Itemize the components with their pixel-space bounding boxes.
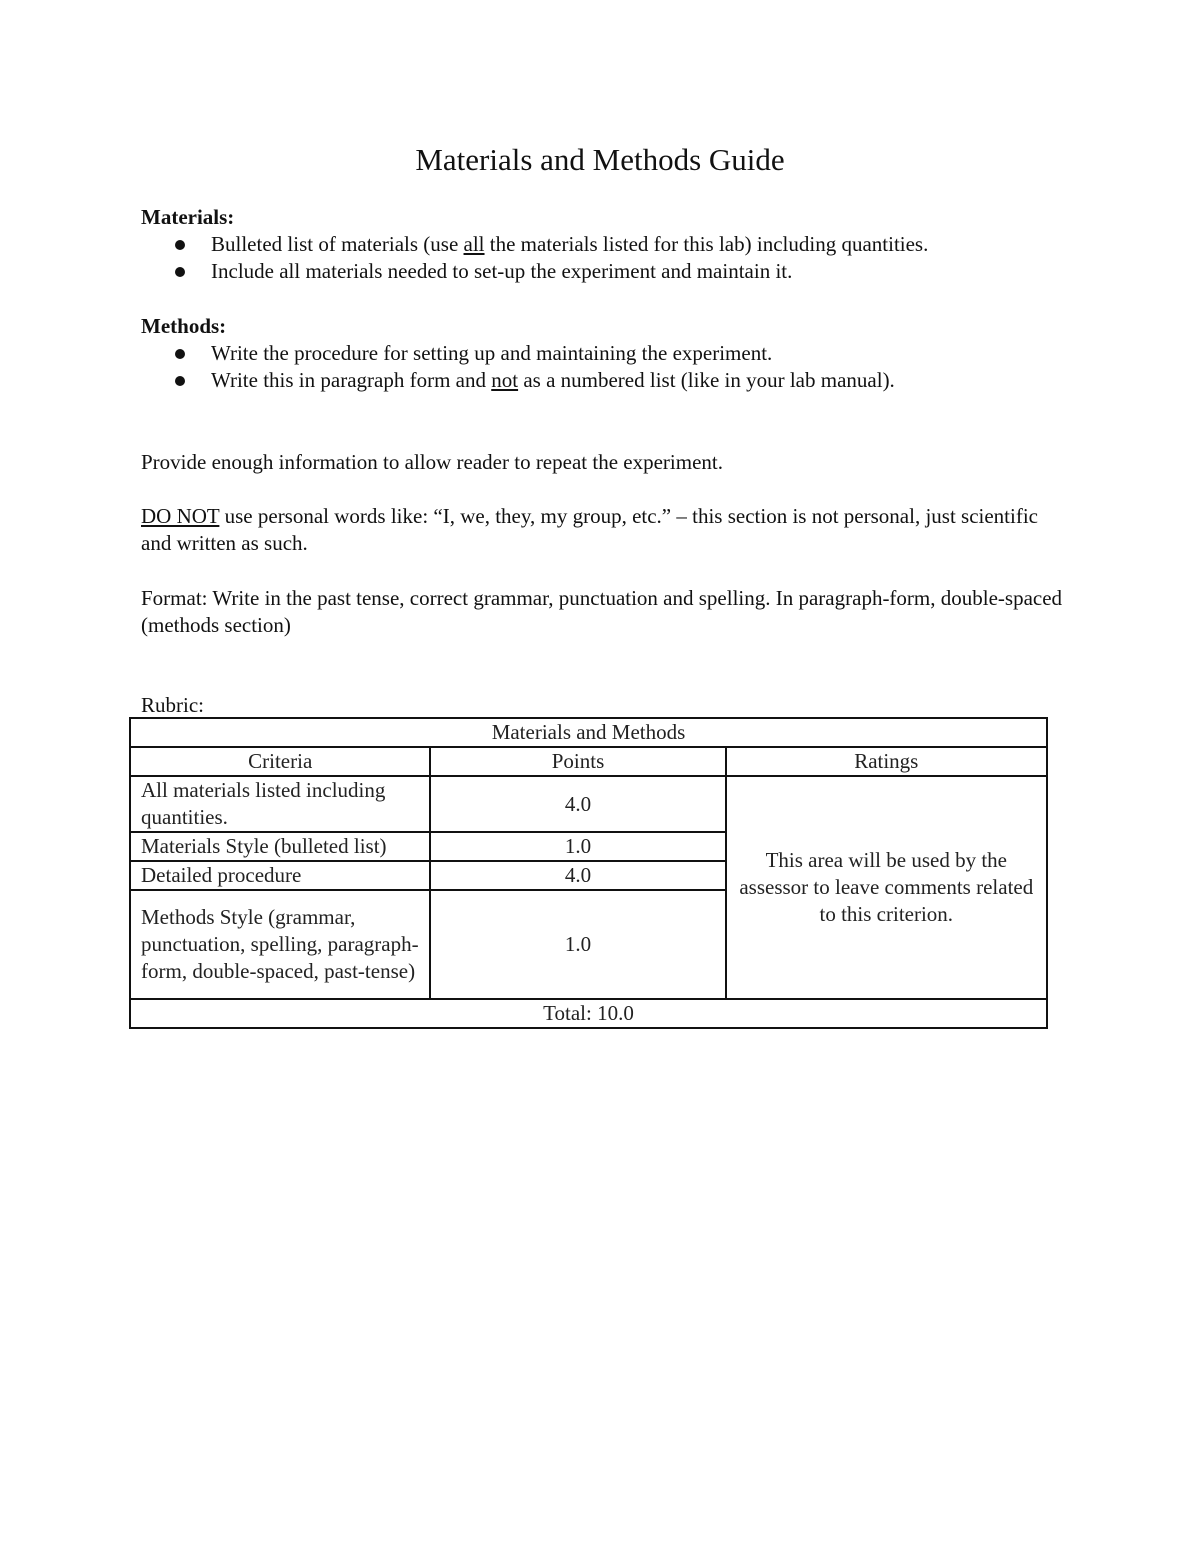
table-title-row <box>130 718 1047 747</box>
bullet-icon <box>175 376 185 386</box>
bullet-icon <box>175 349 185 359</box>
document-title: Materials and Methods Guide <box>415 142 785 177</box>
table-header-row <box>130 747 1047 776</box>
header-criteria: Criteria <box>130 747 430 776</box>
points-cell: 4.0 <box>430 776 725 832</box>
list-item: Write this in paragraph form and not as a numbered list (like in your lab manual). <box>141 367 1071 394</box>
materials-list <box>141 231 1071 285</box>
personal-words-note: DO NOT use personal words like: “I, we, they, my group, etc.” – this section is not personal, just scientific and written as such. <box>141 504 1038 555</box>
criteria-cell: Detailed procedure <box>130 861 430 890</box>
list-item: Write the procedure for setting up and maintaining the experiment. <box>141 340 1071 367</box>
points-cell: 1.0 <box>430 832 725 861</box>
rubric-label: Rubric: <box>141 693 204 717</box>
methods-heading: Methods: <box>141 314 227 338</box>
header-points: Points <box>430 747 725 776</box>
table-title: Materials and Methods <box>130 718 1047 747</box>
methods-list <box>141 340 1071 394</box>
rubric-table <box>129 717 1048 1029</box>
header-ratings: Ratings <box>726 747 1047 776</box>
points-cell: 1.0 <box>430 890 725 999</box>
materials-heading: Materials: <box>141 205 235 229</box>
repeat-note: Provide enough information to allow reader to repeat the experiment. <box>141 450 723 474</box>
total-cell: Total: 10.0 <box>130 999 1047 1028</box>
bullet-icon <box>175 267 185 277</box>
bullet-icon <box>175 240 185 250</box>
criteria-cell: Materials Style (bulleted list) <box>130 832 430 861</box>
criteria-cell: All materials listed including quantities. <box>130 776 430 832</box>
list-item: Include all materials needed to set-up the experiment and maintain it. <box>141 258 1071 285</box>
criteria-cell: Methods Style (grammar, punctuation, spelling, paragraph-form, double-spaced, past-tense) <box>130 890 430 999</box>
format-note: Format: Write in the past tense, correct grammar, punctuation and spelling. In paragraph-form, double-spaced (methods section) <box>141 586 1063 637</box>
table-total-row <box>130 999 1047 1028</box>
ratings-cell: This area will be used by the assessor to leave comments related to this criterion. <box>726 776 1047 999</box>
points-cell: 4.0 <box>430 861 725 890</box>
list-item: Bulleted list of materials (use all the materials listed for this lab) including quantities. <box>141 231 1071 258</box>
table-row <box>130 776 1047 832</box>
